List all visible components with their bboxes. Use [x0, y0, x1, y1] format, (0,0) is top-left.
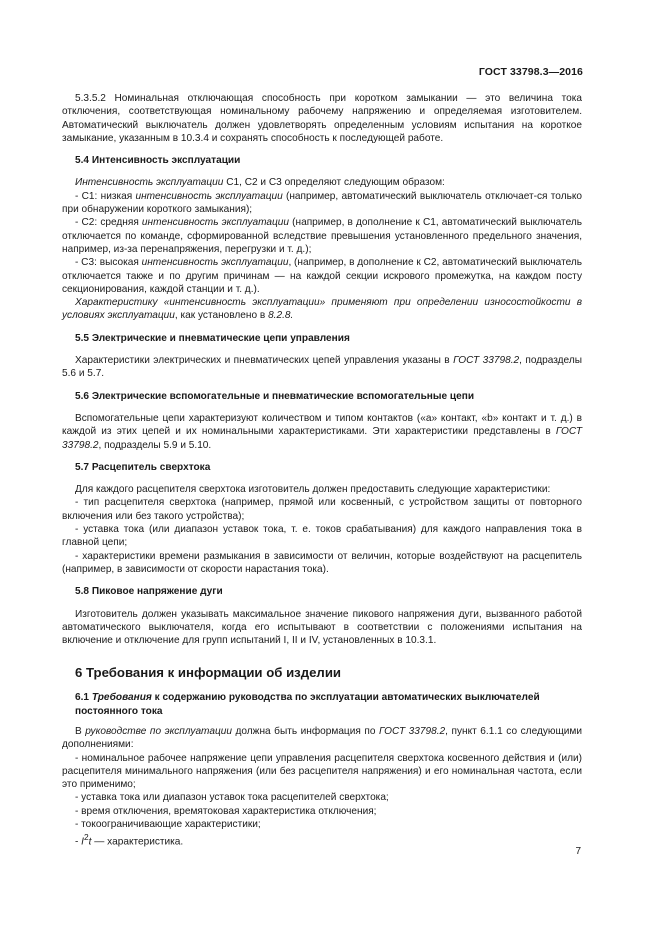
paragraph-5-5: Характеристики электрических и пневматических цепей управления указаны в ГОСТ 33798.2, подразделы 5.6 и 5.7. [62, 355, 582, 380]
list-item-c3: - С3: высокая интенсивность эксплуатации, (например, в дополнение к С2, автоматический выключатель отключается также и по другим причинам — на каждой секции искрового промежутка, на каждом посту секционирования, каждой станции и т. д.). [62, 257, 583, 295]
paragraph-5-4-intro: Интенсивность эксплуатации С1, С2 и С3 определяют следующим образом: [75, 177, 445, 189]
list-item: - характеристики времени размыкания в зависимости от величин, которые воздействуют на расцепитель (например, в зависимости от скорости нарастания тока). [62, 550, 582, 575]
standard-header: ГОСТ 33798.3—2016 [478, 66, 583, 78]
heading-5-7: 5.7 Расцепитель сверхтока [75, 461, 211, 473]
list-item: - тип расцепителя сверхтока (например, прямой или косвенный, с устройством защиты от повторного включения или без такого устройства); [62, 497, 582, 522]
list-item: - время отключения, времятоковая характеристика отключения; [75, 805, 377, 817]
list-item-c1: - С1: низкая интенсивность эксплуатации (например, автоматический выключатель отключает-ся только при обнаружении короткого замыкания); [62, 190, 582, 216]
paragraph-5-8: Изготовитель должен указывать максимальное значение пикового напряжения дуги, вызванного работой автоматического выключателя, когда его испытывают в соответствии с положениями испытания на включение и отключение для групп испытаний I, II и IV, установленных в 10.3.1. [62, 608, 582, 647]
heading-section-6: 6 Требования к информации об изделии [75, 665, 342, 681]
paragraph-6-1-intro: В руководстве по эксплуатации должна быть информация по ГОСТ 33798.2, пункт 6.1.1 со следующими дополнениями: [62, 725, 582, 751]
list-item-i2t: - $I^2t$ — характеристика. [75, 832, 184, 848]
list-item: - уставка тока (или диапазон уставок тока, т. е. токов срабатывания) для каждого направления тока в главной цепи; [62, 524, 582, 549]
list-item: - токоограничивающие характеристики; [75, 819, 261, 831]
list-item: - номинальное рабочее напряжение цепи управления расцепителя сверхтока косвенного действия и (или) расцепителя минимального напряжения (или без расцепителя напряжения) и его номинальная частота, если это применимо; [62, 752, 582, 791]
paragraph-5-7-intro: Для каждого расцепителя сверхтока изготовитель должен предоставить следующие характеристики: [75, 484, 551, 496]
paragraph-5-6: Вспомогательные цепи характеризуют количеством и типом контактов («а» контакт, «b» контакт и т. д.) в каждой из этих цепей и их номинальными характеристиками. Эти характеристики представлены в ГОСТ 33798.2, подразделы 5.9 и 5.10. [62, 412, 582, 451]
page-number: 7 [575, 846, 581, 857]
heading-5-5: 5.5 Электрические и пневматические цепи управления [75, 332, 350, 344]
heading-5-8: 5.8 Пиковое напряжение дуги [75, 586, 223, 598]
heading-5-6: 5.6 Электрические вспомогательные и пневматические вспомогательные цепи [75, 390, 475, 402]
heading-5-4: 5.4 Интенсивность эксплуатации [75, 155, 241, 167]
paragraph-5-4-note: Характеристику «интенсивность эксплуатации» применяют при определении износостойкости в условиях эксплуатации, как установлено в 8.2.8. [62, 297, 582, 322]
paragraph-5-3-5-2: 5.3.5.2 Номинальная отключающая способность при коротком замыкании — это величина тока отключения, соответствующая номинальному рабочему напряжению и определяемая изготовителем. Автоматический выключатель должен удовлетворять определенным условиям испытания на короткое замыкание, указанным в 10.3.4 и сохранять способность к последующей работе. [62, 93, 582, 144]
list-item: - уставка тока или диапазон уставок тока расцепителей сверхтока; [75, 792, 389, 804]
list-item-c2: - С2: средняя интенсивность эксплуатации (например, в дополнение к С1, автоматический выключатель отключается по команде, сформированной вследствие превышения установленного предельного значения, например, из-за перенапряжения, перегрузки и т. д.); [62, 217, 582, 255]
page-content [62, 92, 582, 849]
heading-6-1: 6.1 Требования к содержанию руководства по эксплуатации автоматических выключателей постоянного тока [75, 692, 540, 717]
